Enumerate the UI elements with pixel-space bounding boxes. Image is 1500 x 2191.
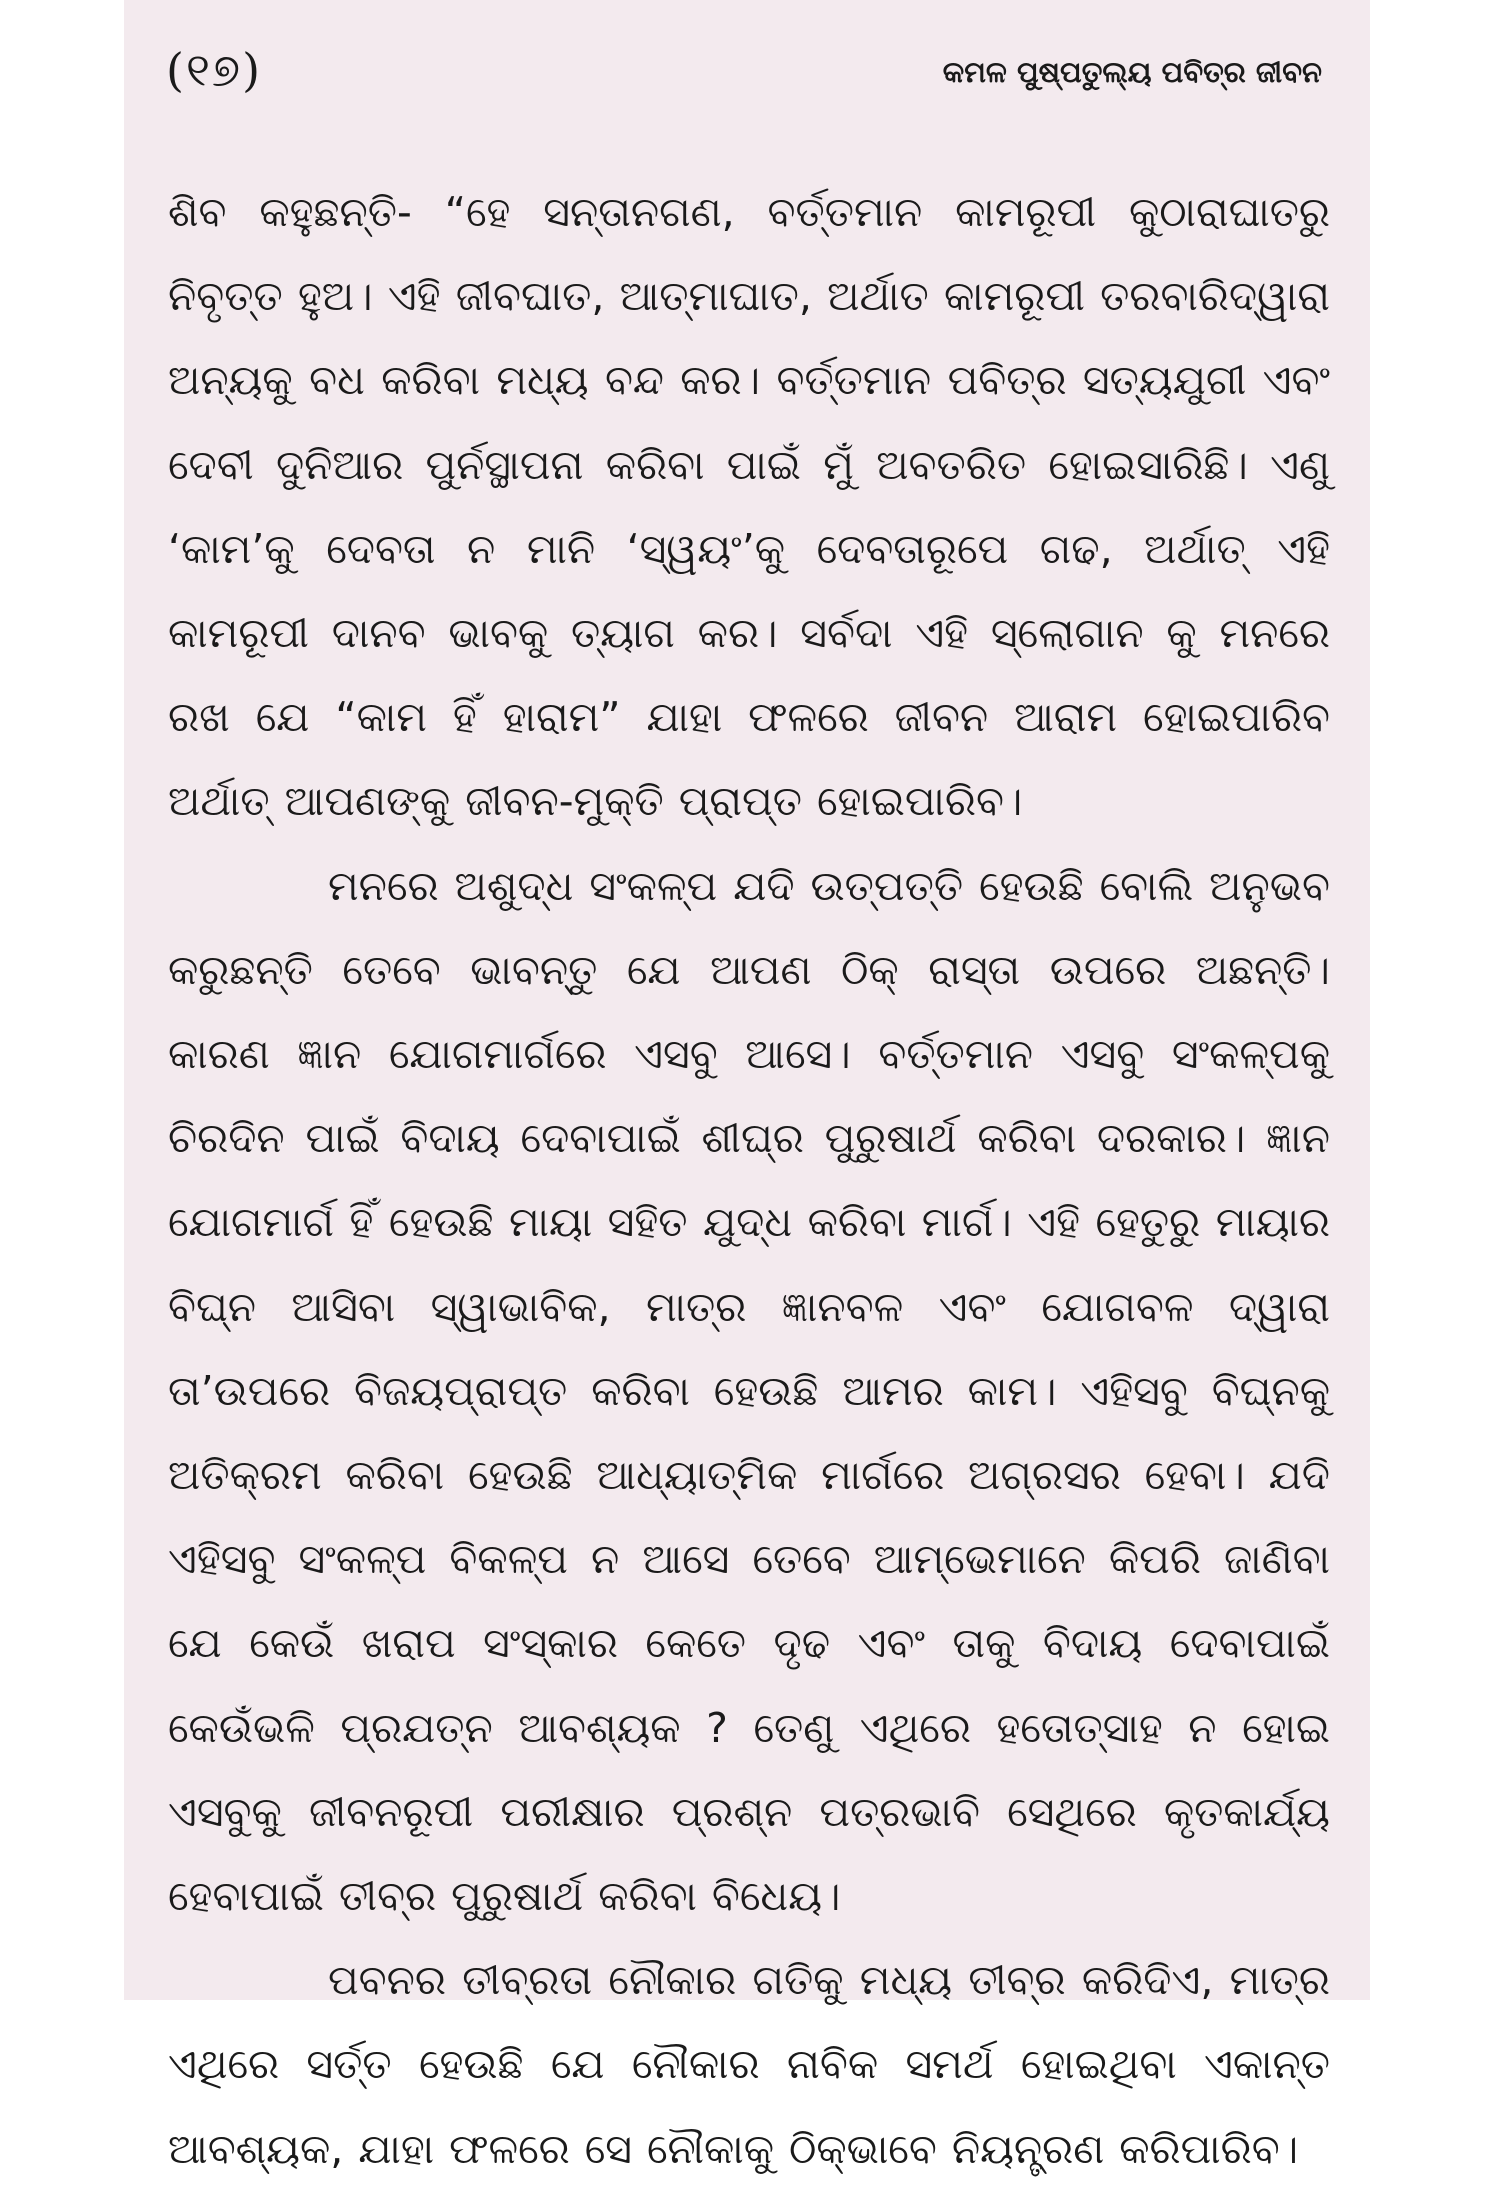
- running-title: କମଳ ପୁଷ୍ପତୁଲ୍ୟ ପବିତ୍ର ଜୀବନ: [942, 55, 1322, 89]
- book-page: [124, 0, 1370, 2173]
- page-number: (୧୭): [166, 43, 263, 97]
- body-text: [150, 170, 1346, 2191]
- left-margin: [0, 0, 124, 2000]
- page-header: [150, 40, 1346, 116]
- paragraph-3: ପବନର ତୀବ୍ରତା ନୌକାର ଗତିକୁ ମଧ୍ୟ ତୀବ୍ର କରିଦିଏ, ମାତ୍ର ଏଥିରେ ସର୍ତ୍ତ ହେଉଛି ଯେ ନୌକାର ନାବିକ ସମର୍ଥ ହୋଇଥିବା ଏକାନ୍ତ ଆବଶ୍ୟକ, ଯାହା ଫଳରେ ସେ ନୌକାକୁ ଠିକ୍ଭାବେ ନିୟନ୍ତ୍ରଣ କରିପାରିବ।: [168, 1956, 1330, 2173]
- paragraph-1: ଶିବ କହୁଛନ୍ତି- “ହେ ସନ୍ତାନଗଣ, ବର୍ତ୍ତମାନ କାମରୂପୀ କୁଠାରାଘାତରୁ ନିବୃତ୍ତ ହୁଅ। ଏହି ଜୀବଘାତ, ଆତ୍ମାଘାତ, ଅର୍ଥାତ କାମରୂପୀ ତରବାରିଦ୍ୱାରା ଅନ୍ୟକୁ ବଧ କରିବା ମଧ୍ୟ ବନ୍ଦ କର। ବର୍ତ୍ତମାନ ପବିତ୍ର ସତ୍ୟଯୁଗୀ ଏବଂ ଦେବୀ ଦୁନିଆର ପୁର୍ନସ୍ଥାପନା କରିବା ପାଇଁ ମୁଁ ଅବତରିତ ହୋଇସାରିଛି। ଏଣୁ ‘କାମ’କୁ ଦେବତା ନ ମାନି ‘ସ୍ୱୟଂ’କୁ ଦେବତାରୂପେ ଗଢ, ଅର୍ଥାତ୍ ଏହି କାମରୂପୀ ଦାନବ ଭାବକୁ ତ୍ୟାଗ କର। ସର୍ବଦା ଏହି ସ୍ଲୋଗାନ କୁ ମନରେ ରଖ ଯେ “କାମ ହିଁ ହାରାମ” ଯାହା ଫଳରେ ଜୀବନ ଆରାମ ହୋଇପାରିବ ଅର୍ଥାତ୍ ଆପଣଙ୍କୁ ଜୀବନ-ମୁକ୍ତି ପ୍ରାପ୍ତ ହୋଇପାରିବ।: [168, 188, 1330, 826]
- paragraph-2: ମନରେ ଅଶୁଦ୍ଧ ସଂକଳ୍ପ ଯଦି ଉତ୍ପତ୍ତି ହେଉଛି ବୋଲି ଅନୁଭବ କରୁଛନ୍ତି ତେବେ ଭାବନ୍ତୁ ଯେ ଆପଣ ଠିକ୍ ରାସ୍ତା ଉପରେ ଅଛନ୍ତି। କାରଣ ଜ୍ଞାନ ଯୋଗମାର୍ଗରେ ଏସବୁ ଆସେ। ବର୍ତ୍ତମାନ ଏସବୁ ସଂକଳ୍ପକୁ ଚିରଦିନ ପାଇଁ ବିଦାୟ ଦେବାପାଇଁ ଶୀଘ୍ର ପୁରୁଷାର୍ଥ କରିବା ଦରକାର। ଜ୍ଞାନ ଯୋଗମାର୍ଗ ହିଁ ହେଉଛି ମାୟା ସହିତ ଯୁଦ୍ଧ କରିବା ମାର୍ଗ। ଏହି ହେତୁରୁ ମାୟାର ବିଘ୍ନ ଆସିବା ସ୍ୱାଭାବିକ, ମାତ୍ର ଜ୍ଞାନବଳ ଏବଂ ଯୋଗବଳ ଦ୍ୱାରା ତା’ଉପରେ ବିଜୟପ୍ରାପ୍ତ କରିବା ହେଉଛି ଆମର କାମ। ଏହିସବୁ ବିଘ୍ନକୁ ଅତିକ୍ରମ କରିବା ହେଉଛି ଆଧ୍ୟାତ୍ମିକ ମାର୍ଗରେ ଅଗ୍ରସର ହେବା। ଯଦି ଏହିସବୁ ସଂକଳ୍ପ ବିକଳ୍ପ ନ ଆସେ ତେବେ ଆମ୍ଭେମାନେ କିପରି ଜାଣିବା ଯେ କେଉଁ ଖରାପ ସଂସ୍କାର କେତେ ଦୃଢ ଏବଂ ତାକୁ ବିଦାୟ ଦେବାପାଇଁ କେଉଁଭଳି ପ୍ରଯତ୍ନ ଆବଶ୍ୟକ ? ତେଣୁ ଏଥିରେ ହତୋତ୍ସାହ ନ ହୋଇ ଏସବୁକୁ ଜୀବନରୂପୀ ପରୀକ୍ଷାର ପ୍ରଶ୍ନ ପତ୍ରଭାବି ସେଥିରେ କୃତକାର୍ଯ୍ୟ ହେବାପାଇଁ ତୀବ୍ର ପୁରୁଷାର୍ଥ କରିବା ବିଧେୟ।: [168, 861, 1330, 1921]
- right-margin: [1370, 0, 1500, 2000]
